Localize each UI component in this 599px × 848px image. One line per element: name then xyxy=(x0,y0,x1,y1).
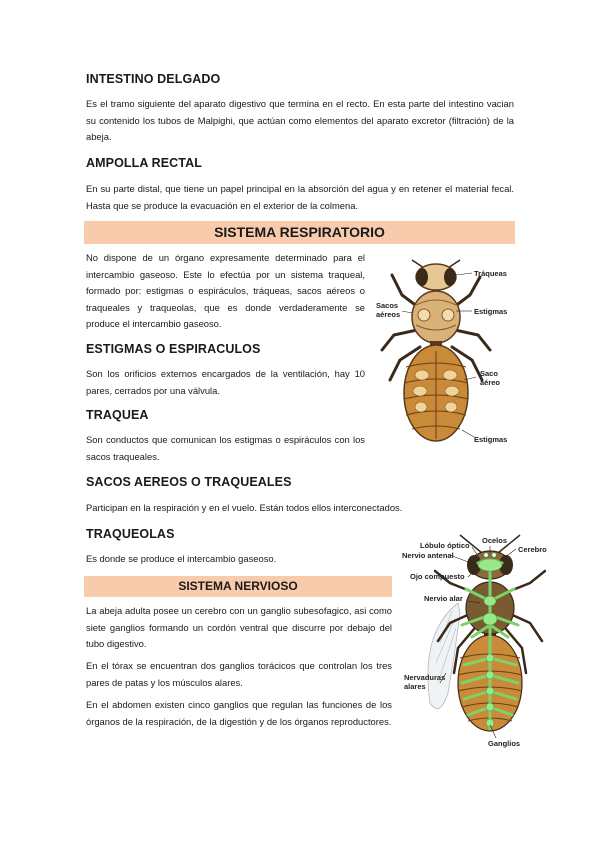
section-title-estigmas: ESTIGMAS O ESPIRACULOS xyxy=(86,342,261,356)
paragraph-nervioso-2: En el tórax se encuentran dos ganglios torácicos que controlan los tres pares de patas y los músculos alares. xyxy=(86,660,392,688)
paragraph-intestino: Es el tramo siguiente del aparato digestivo que termina en el recto. En esta parte del intestino vacian su contenido los tubos de Malpighi, que actúan como elementos del aparato excretor (filtración) de la abeja. xyxy=(86,98,514,142)
paragraph-traquea: Son conductos que comunican los estigmas o espiráculos con los sacos traqueales. xyxy=(86,434,365,462)
figure-nervous-system xyxy=(400,533,560,753)
section-title-intestino: INTESTINO DELGADO xyxy=(86,72,221,86)
label-sacos-aereos: Sacos aéreos xyxy=(376,301,401,319)
paragraph-ampolla: En su parte distal, que tiene un papel principal en la absorción del agua y en retener el material fecal. Hasta que se produce la evacuación en el exterior de la colmena. xyxy=(86,183,514,211)
banner-sistema-respiratorio: SISTEMA RESPIRATORIO xyxy=(84,221,515,244)
figure-respiratory-system xyxy=(372,255,522,455)
label-saco-aereo: Saco aéreo xyxy=(480,369,501,387)
label-traqueas: Tráqueas xyxy=(474,269,507,278)
nervous-bee-illustration xyxy=(400,533,560,753)
label-nervio-antenal: Nervio antenal xyxy=(402,551,454,560)
section-title-sacos: SACOS AEREOS O TRAQUEALES xyxy=(86,475,292,489)
paragraph-nervioso-1: La abeja adulta posee un cerebro con un ganglio subesofagico, asi como siete ganglios formando un cordón ventral que discurre por debajo del tubo digestivo. xyxy=(86,605,392,649)
section-title-traquea: TRAQUEA xyxy=(86,408,149,422)
label-estigmas-bottom: Estigmas xyxy=(474,435,508,444)
paragraph-respiratorio: No dispone de un órgano expresamente determinado para el intercambio gaseoso. Este lo efectúa por un sistema traqueal, formado por: estigmas o espiráculos, tráqueas, sacos aéreos o traqueales y traqueolas, que es donde verdaderamente se produce el intercambio gaseoso. xyxy=(86,252,365,329)
paragraph-traqueolas: Es donde se produce el intercambio gaseoso. xyxy=(86,553,277,564)
label-ganglios: Ganglios xyxy=(488,739,521,748)
label-ocelos: Ocelos xyxy=(482,536,508,545)
label-cerebro: Cerebro xyxy=(518,545,547,554)
section-title-traqueolas: TRAQUEOLAS xyxy=(86,527,175,541)
label-lobulo-optico: Lóbulo óptico xyxy=(420,541,470,550)
paragraph-nervioso-3: En el abdomen existen cinco ganglios que regulan las funciones de los órganos de la respiración, de la digestión y de los órganos reproductores. xyxy=(86,699,392,727)
label-nervio-alar: Nervio alar xyxy=(424,594,463,603)
label-estigmas-top: Estigmas xyxy=(474,307,508,316)
paragraph-sacos: Participan en la respiración y en el vuelo. Están todos ellos interconectados. xyxy=(86,502,403,513)
banner-sistema-nervioso: SISTEMA NERVIOSO xyxy=(84,576,392,597)
respiratory-bee-illustration xyxy=(372,255,522,455)
label-ojo-compuesto: Ojo compuesto xyxy=(410,572,465,581)
paragraph-estigmas: Son los orificios externos encargados de la ventilación, hay 10 pares, cerrados por una válvula. xyxy=(86,368,365,396)
section-title-ampolla: AMPOLLA RECTAL xyxy=(86,156,202,170)
label-nervaduras-alares: Nervaduras alares xyxy=(404,673,446,691)
